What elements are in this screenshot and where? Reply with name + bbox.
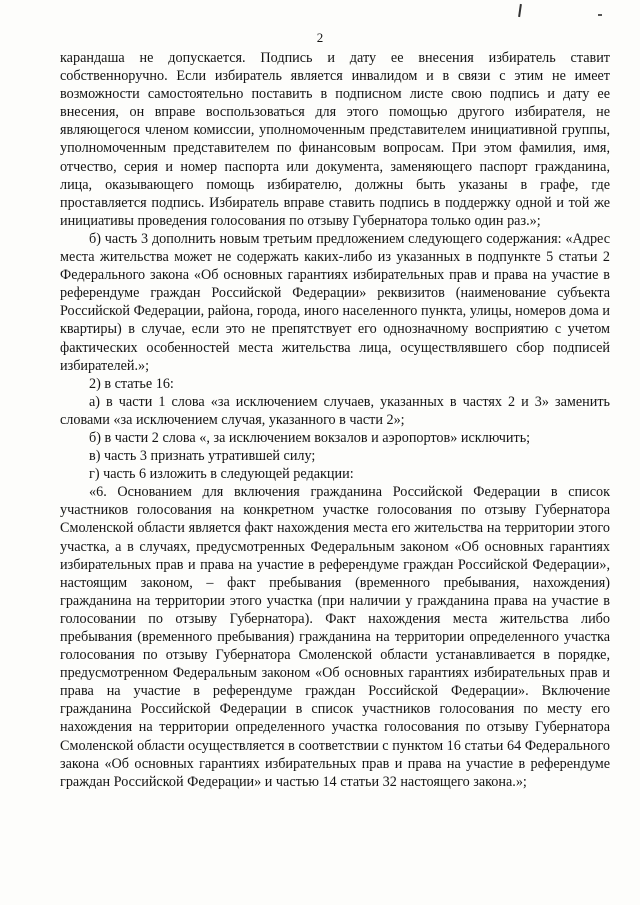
page-number: 2 [316, 30, 324, 45]
paragraph: в) часть 3 признать утратившей силу; [89, 448, 316, 465]
paragraph: г) часть 6 изложить в следующей редакции: [89, 466, 354, 483]
pen-mark [518, 4, 522, 17]
paragraph: а) в части 1 слова «за исключением случаев, указанных в частях 2 и 3» заменить словами «за исключением случая, указанного в части 2»; [60, 393, 610, 428]
paragraph: б) в части 2 слова «, за исключением вокзалов и аэропортов» исключить; [89, 429, 531, 446]
paragraph: 2) в статье 16: [89, 375, 174, 392]
paragraph: б) часть 3 дополнить новым третьим предложением следующего содержания: «Адрес места жительства может не содержать каких-либо из указанных в подпункте 5 статьи 2 Федерального закона «Об основных гарантиях избирательных прав и права на участие в референдуме граждан Российской Федерации» реквизитов (наименование субъекта Российской Федерации, района, города, иного населенного пункта, улицы, номеров дома и квартиры) в случае, если это не препятствует его однозначному восприятию с учетом фактических особенностей места жительства лица, осуществлявшего сбор подписей избирателей.»; [60, 230, 610, 374]
paragraph: карандаша не допускается. Подпись и дату ее внесения избиратель ставит собственноручно. Если избиратель является инвалидом и в связи с этим не имеет возможности самостоятельно поставить в подписном листе свою подпись и дату ее внесения, он вправе воспользоваться для этого помощью другого избирателя, не являющегося членом комиссии, уполномоченным представителем инициативной группы, уполномоченным представителем по финансовым вопросам. При этом фамилия, имя, отчество, серия и номер паспорта или документа, заменяющего паспорт гражданина, лица, оказывающего помощь избирателю, должны быть указаны в графе, где проставляется подпись. Избиратель вправе ставить подпись в поддержку одной и той же инициативы проведения голосования по отзыву Губернатора только один раз.»; [60, 50, 610, 229]
pen-mark [598, 14, 602, 16]
document-body [60, 49, 610, 791]
paragraph: «6. Основанием для включения гражданина Российской Федерации в список участников голосования на конкретном участке голосования по отзыву Губернатора Смоленской области является факт нахождения места его жительства на территории этого участка, а в случаях, предусмотренных Федеральным законом «Об основных гарантиях избирательных прав и права на участие в референдуме граждан Российской Федерации», настоящим законом, – факт пребывания (временного пребывания, нахождения) гражданина на территории этого участка (при наличии у гражданина права на участие в голосовании по отзыву Губернатора). Факт нахождения места жительства либо пребывания (временного пребывания) гражданина на территории определенного участка голосования по отзыву Губернатора Смоленской области устанавливается в порядке, предусмотренном Федеральным законом «Об основных гарантиях избирательных прав и права на участие в референдуме граждан Российской Федерации». Включение гражданина Российской Федерации в список участников голосования по месту его нахождения на территории определенного участка голосования по отзыву Губернатора Смоленской области осуществляется в соответствии с пунктом 16 статьи 64 Федерального закона «Об основных гарантиях избирательных прав и права на участие в референдуме граждан Российской Федерации» и частью 14 статьи 32 настоящего закона.»; [60, 484, 610, 790]
